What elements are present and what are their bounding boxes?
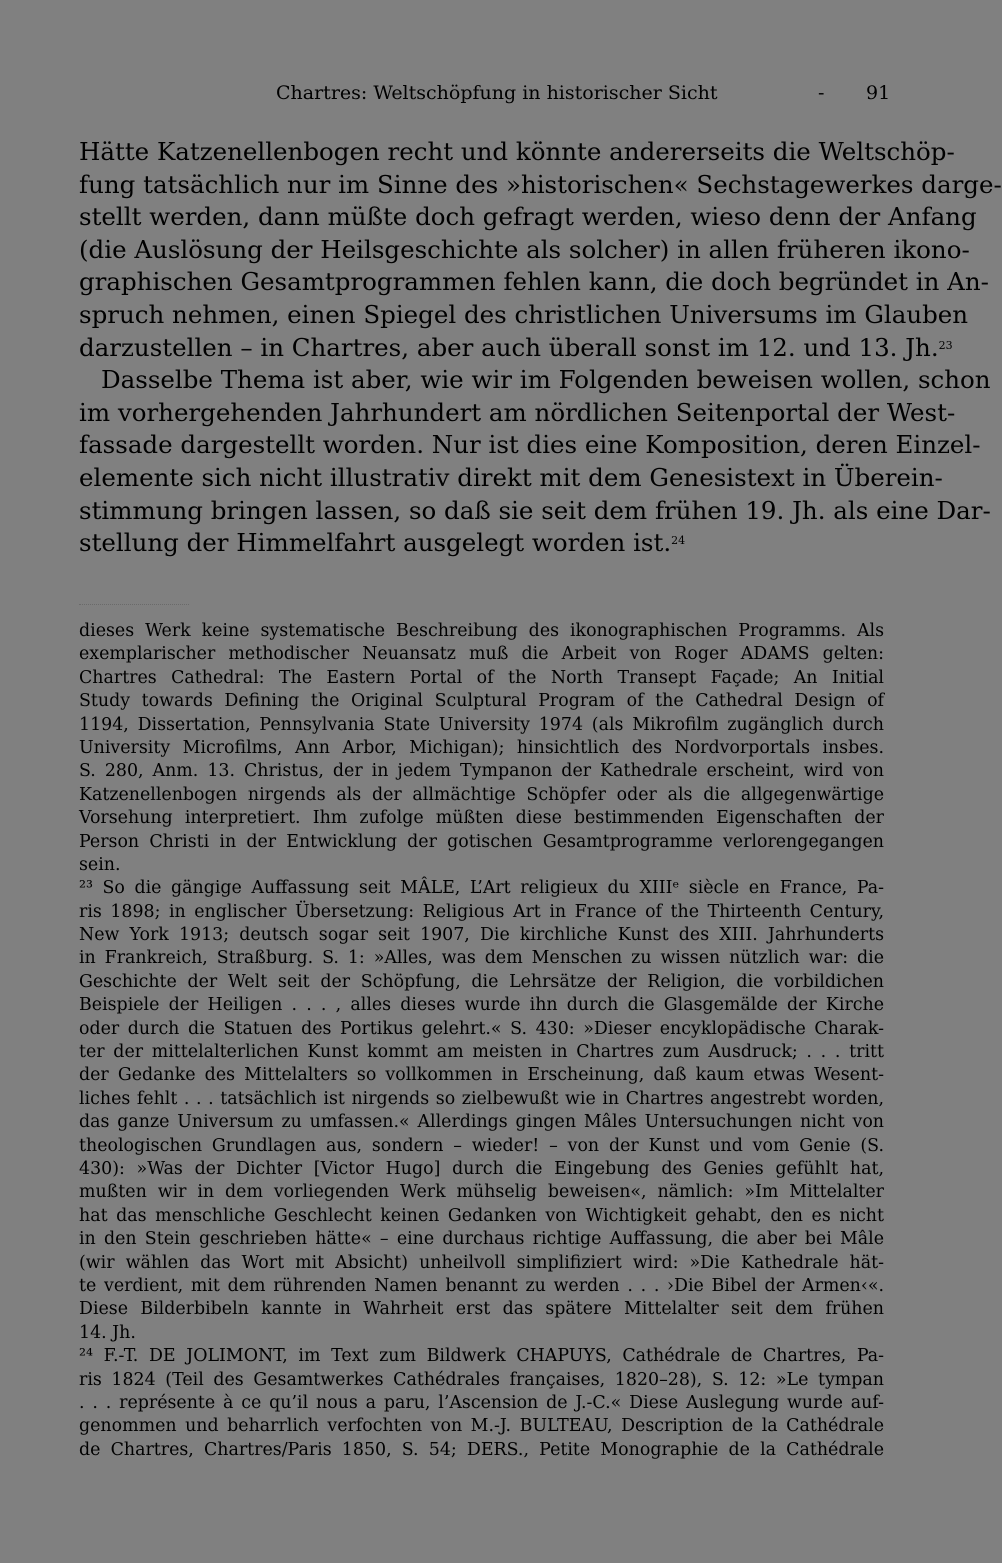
footnote-line: ter der mittelalterlichen Kunst kommt am meisten in Chartres zum Ausdruck; . . . tritt	[79, 1042, 884, 1063]
footnote-line: ²⁴ F.-T. DE JOLIMONT, im Text zum Bildwerk CHAPUYS, Cathédrale de Chartres, Pa-	[79, 1346, 884, 1367]
main-text	[79, 136, 1002, 560]
text-line	[79, 332, 953, 365]
footnote-line: exemplarischer methodischer Neuansatz muß die Arbeit von Roger ADAMS gelten:	[79, 644, 884, 665]
footnote-line: genommen und beharrlich verfochten von M.-J. BULTEAU, Description de la Cathédrale	[79, 1416, 884, 1437]
footnote-line: hat das menschliche Geschlecht keinen Gedanken von Wichtigkeit gehabt, den es nicht	[79, 1205, 884, 1226]
footnote-line: liches fehlt . . . tatsächlich ist nirgends so zielbewußt wie in Chartres angestrebt worden,	[79, 1088, 884, 1109]
page-number: 91	[866, 82, 891, 104]
text-line: spruch nehmen, einen Spiegel des christlichen Universums im Glauben	[79, 299, 969, 329]
footnotes	[79, 620, 884, 1462]
footnote-line: Beispiele der Heiligen . . . , alles dieses wurde ihn durch die Glasgemälde der Kirche	[79, 995, 884, 1016]
footnote-line: ²³ So die gängige Auffassung seit MÂLE, L’Art religieux du XIIIᵉ siècle en France, Pa-	[79, 878, 884, 899]
footnote-ref-24: 24	[671, 534, 686, 548]
footnote-line: te verdient, mit dem rührenden Namen benannt zu werden . . . ›Die Bibel der Armen‹«.	[79, 1275, 884, 1296]
running-title: Chartres: Weltschöpfung in historischer Sicht	[276, 82, 718, 104]
footnote-line: das ganze Universum zu umfassen.« Allerdings gingen Mâles Untersuchungen nicht von	[79, 1112, 884, 1133]
footnote-line: ris 1898; in englischer Übersetzung: Religious Art in France of the Thirteenth Century,	[79, 901, 884, 922]
footnote-line: Geschichte der Welt seit der Schöpfung, die Lehrsätze der Religion, die vorbildichen	[79, 971, 884, 992]
footnote-line: S. 280, Anm. 13. Christus, der in jedem Tympanon der Kathedrale erscheint, wird von	[79, 761, 884, 782]
text-line: stellt werden, dann müßte doch gefragt werden, wieso denn der Anfang	[79, 202, 977, 232]
footnote-ref-23: 23	[938, 338, 953, 352]
footnote-line: 1194, Dissertation, Pennsylvania State University 1974 (als Mikrofilm zugänglich durch	[79, 714, 884, 735]
footnote-line: 430): »Was der Dichter [Victor Hugo] durch die Eingebung des Genies gefühlt hat,	[79, 1158, 884, 1179]
footnote-line: ris 1824 (Teil des Gesamtwerkes Cathédrales françaises, 1820–28), S. 12: »Le tympan	[79, 1369, 884, 1390]
text-line	[79, 527, 889, 560]
header-dash: -	[818, 82, 825, 104]
footnote-line: in den Stein geschrieben hätte« – eine durchaus richtige Auffassung, die aber bei Mâle	[79, 1229, 884, 1250]
footnote-line: sein.	[79, 854, 121, 875]
footnote-line: Diese Bilderbibeln kannte in Wahrheit erst das spätere Mittelalter seit dem frühen	[79, 1299, 884, 1320]
footnote-line: in Frankreich, Straßburg. S. 1: »Alles, was dem Menschen zu wissen nützlich war: die	[79, 948, 884, 969]
footnote-line: Vorsehung interpretiert. Ihm zufolge müßten diese bestimmenden Eigenschaften der	[79, 808, 884, 829]
text-line: graphischen Gesamtprogrammen fehlen kann, die doch begründet in An-	[79, 267, 989, 297]
footnote-separator	[79, 604, 189, 605]
footnote-line: der Gedanke des Mittelalters so vollkommen in Erscheinung, daß kaum etwas Wesent-	[79, 1065, 884, 1086]
footnote-line: (wir wählen das Wort mit Absicht) unheilvoll simplifiziert wird: »Die Kathedrale hät-	[79, 1252, 884, 1273]
footnote-line: theologischen Grundlagen aus, sondern – wieder! – von der Kunst und vom Genie (S.	[79, 1135, 884, 1156]
footnote-line: dieses Werk keine systematische Beschreibung des ikonographischen Programms. Als	[79, 621, 884, 641]
text-line: elemente sich nicht illustrativ direkt mit dem Genesistext in Überein-	[79, 462, 943, 492]
text-line: Hätte Katzenellenbogen recht und könnte andererseits die Weltschöp-	[79, 137, 955, 166]
text-line: stimmung bringen lassen, so daß sie seit dem frühen 19. Jh. als eine Dar-	[79, 495, 991, 525]
footnote-line: New York 1913; deutsch sogar seit 1907, Die kirchliche Kunst des XIII. Jahrhunderts	[79, 925, 884, 946]
footnote-line: mußten wir in dem vorliegenden Werk mühselig beweisen«, nämlich: »Im Mittelalter	[79, 1182, 884, 1203]
text-line: fassade dargestellt worden. Nur ist dies eine Komposition, deren Einzel-	[79, 430, 981, 460]
footnote-line: . . . représente à ce qu’il nous a paru, l’Ascension de J.-C.« Diese Auslegung wurde auf-	[79, 1392, 884, 1413]
text-line: (die Auslösung der Heilsgeschichte als solcher) in allen früheren ikono-	[79, 234, 970, 264]
footnote-line: Person Christi in der Entwicklung der gotischen Gesamtprogramme verlorengegangen	[79, 831, 884, 852]
text-line-content: darzustellen – in Chartres, aber auch überall sonst im 12. und 13. Jh.	[79, 332, 939, 362]
footnote-line: Study towards Defining the Original Sculptural Program of the Cathedral Design of	[79, 691, 884, 712]
footnote-line: Chartres Cathedral: The Eastern Portal of the North Transept Façade; An Initial	[79, 667, 884, 688]
text-line: fung tatsächlich nur im Sinne des »historischen« Sechstagewerkes darge-	[79, 169, 1002, 199]
footnote-line: 14. Jh.	[79, 1322, 136, 1343]
footnote-line: University Microfilms, Ann Arbor, Michigan); hinsichtlich des Nordvorportals insbes.	[79, 737, 884, 758]
running-header	[0, 82, 1000, 112]
footnote-line: oder durch die Statuen des Portikus gelehrt.« S. 430: »Dieser encyklopädische Charak-	[79, 1018, 884, 1039]
text-line-content: stellung der Himmelfahrt ausgelegt worden ist.	[79, 528, 672, 558]
footnote-line: de Chartres, Chartres/Paris 1850, S. 54; DERS., Petite Monographie de la Cathédrale	[79, 1439, 884, 1460]
footnote-line: Katzenellenbogen nirgends als der allmächtige Schöpfer oder als die allgegenwärtige	[79, 784, 884, 805]
text-line: im vorhergehenden Jahrhundert am nördlichen Seitenportal der West-	[79, 397, 956, 427]
text-line: Dasselbe Thema ist aber, wie wir im Folgenden beweisen wollen, schon	[101, 365, 991, 395]
